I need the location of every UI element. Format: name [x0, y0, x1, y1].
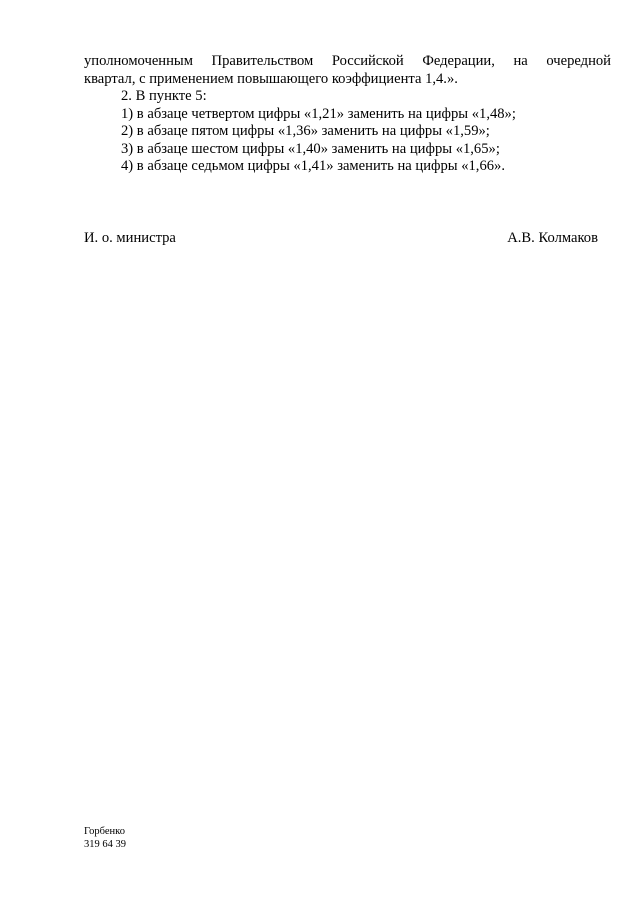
- sub-item: 3) в абзаце шестом цифры «1,40» заменить на цифры «1,65»;: [121, 140, 500, 157]
- signatory-name: А.В. Колмаков: [507, 230, 598, 246]
- item-heading: 2. В пункте 5:: [121, 88, 207, 104]
- paragraph-line: уполномоченным Правительством Российской Федерации, на очередной: [84, 53, 611, 69]
- signature-block: [84, 230, 598, 248]
- executor-footer: [84, 826, 126, 851]
- executor-phone: 319 64 39: [84, 838, 126, 850]
- document-body: [84, 53, 611, 176]
- executor-name: Горбенко: [84, 826, 125, 837]
- signatory-position: И. о. министра: [84, 230, 176, 246]
- sub-item: 2) в абзаце пятом цифры «1,36» заменить на цифры «1,59»;: [121, 123, 490, 139]
- sub-item: 4) в абзаце седьмом цифры «1,41» заменить на цифры «1,66».: [121, 158, 505, 174]
- sub-item: 1) в абзаце четвертом цифры «1,21» заменить на цифры «1,48»;: [121, 105, 516, 122]
- paragraph-line: квартал, с применением повышающего коэффициента 1,4.».: [84, 70, 458, 87]
